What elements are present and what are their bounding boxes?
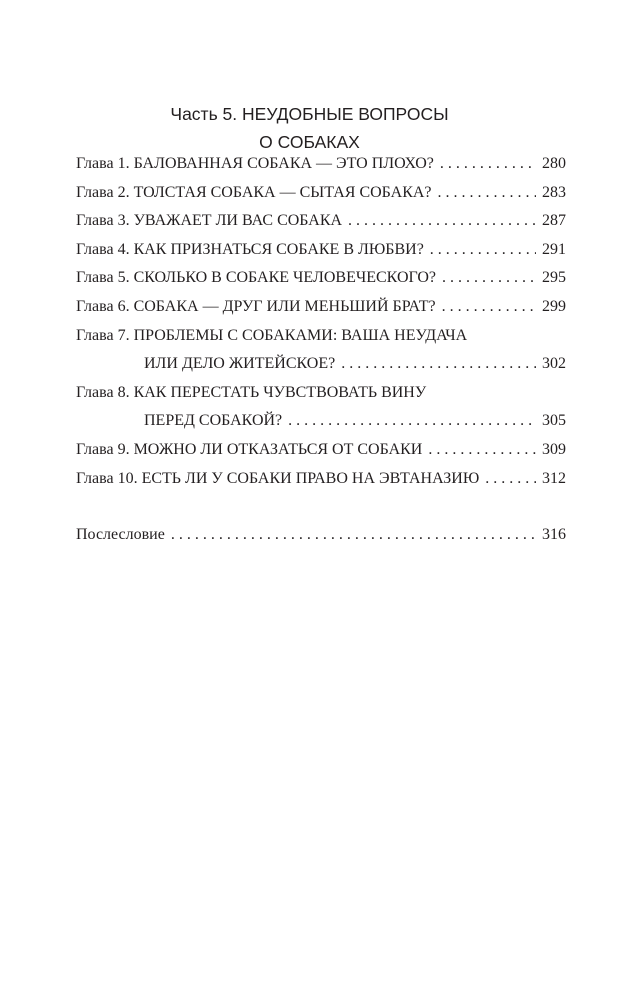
dot-leader: [442, 269, 536, 287]
dot-leader: [288, 412, 536, 430]
dot-leader: [348, 212, 536, 230]
toc-entry-chapter-5[interactable]: [76, 269, 566, 298]
chapter-prefix: Глава 6.: [76, 297, 130, 315]
dot-leader: [438, 184, 536, 202]
page-number: 316: [542, 526, 566, 544]
dot-leader: [442, 298, 536, 316]
chapter-title: ПРОБЛЕМЫ С СОБАКАМИ: ВАША НЕУДАЧА: [133, 326, 468, 344]
page-number: 291: [542, 240, 566, 258]
toc-entry-chapter-6[interactable]: [76, 298, 566, 327]
toc-entry-chapter-9[interactable]: [76, 441, 566, 470]
dot-leader: [440, 155, 536, 173]
dot-leader: [341, 355, 536, 373]
chapter-title-continued: ПЕРЕД СОБАКОЙ?: [144, 412, 283, 430]
page-number: 295: [542, 269, 566, 287]
toc-entry-afterword[interactable]: [76, 526, 566, 555]
toc-entry-chapter-10[interactable]: [76, 470, 566, 499]
chapter-prefix: Глава 9.: [76, 440, 130, 458]
chapter-title: ЕСТЬ ЛИ У СОБАКИ ПРАВО НА ЭВТАНАЗИЮ: [141, 469, 480, 487]
chapter-prefix: Глава 2.: [76, 183, 130, 201]
chapter-title: ТОЛСТАЯ СОБАКА — СЫТАЯ СОБАКА?: [133, 183, 432, 201]
page-number: 287: [542, 212, 566, 230]
chapter-title: КАК ПРИЗНАТЬСЯ СОБАКЕ В ЛЮБВИ?: [133, 240, 424, 258]
chapter-title-continued: ИЛИ ДЕЛО ЖИТЕЙСКОЕ?: [144, 355, 336, 373]
chapter-prefix: Глава 10.: [76, 469, 138, 487]
chapter-prefix: Глава 5.: [76, 269, 130, 287]
chapter-title: УВАЖАЕТ ЛИ ВАС СОБАКА: [133, 212, 343, 230]
part-title: [0, 100, 619, 156]
chapter-title: КАК ПЕРЕСТАТЬ ЧУВСТВОВАТЬ ВИНУ: [133, 383, 427, 401]
dot-leader: [171, 526, 536, 544]
part-title-line-2: О СОБАКАХ: [259, 132, 360, 152]
afterword-title: Послесловие: [76, 526, 165, 544]
table-of-contents: [76, 155, 566, 555]
page-number: 312: [542, 469, 566, 487]
chapter-prefix: Глава 8.: [76, 383, 130, 401]
page-number: 299: [542, 297, 566, 315]
chapter-title: БАЛОВАННАЯ СОБАКА — ЭТО ПЛОХО?: [133, 155, 434, 172]
chapter-title: СОБАКА — ДРУГ ИЛИ МЕНЬШИЙ БРАТ?: [133, 297, 436, 315]
dot-leader: [485, 470, 536, 488]
part-title-line-1: Часть 5. НЕУДОБНЫЕ ВОПРОСЫ: [170, 104, 449, 124]
toc-entry-chapter-1[interactable]: [76, 155, 566, 184]
chapter-prefix: Глава 4.: [76, 240, 130, 258]
page-number: 309: [542, 440, 566, 458]
toc-entry-chapter-2[interactable]: [76, 184, 566, 213]
chapter-prefix: Глава 1.: [76, 155, 130, 172]
page-number: 302: [542, 355, 566, 373]
toc-entry-chapter-7[interactable]: [76, 327, 566, 384]
dot-leader: [430, 241, 536, 259]
page-number: 283: [542, 183, 566, 201]
chapter-title: МОЖНО ЛИ ОТКАЗАТЬСЯ ОТ СОБАКИ: [133, 440, 423, 458]
chapter-title: СКОЛЬКО В СОБАКЕ ЧЕЛОВЕЧЕСКОГО?: [133, 269, 437, 287]
page-number: 280: [542, 155, 566, 172]
toc-entry-chapter-3[interactable]: [76, 212, 566, 241]
chapter-prefix: Глава 3.: [76, 212, 130, 230]
toc-entry-chapter-4[interactable]: [76, 241, 566, 270]
toc-entry-chapter-8[interactable]: [76, 384, 566, 441]
chapter-prefix: Глава 7.: [76, 326, 130, 344]
dot-leader: [428, 441, 536, 459]
page-number: 305: [542, 412, 566, 430]
